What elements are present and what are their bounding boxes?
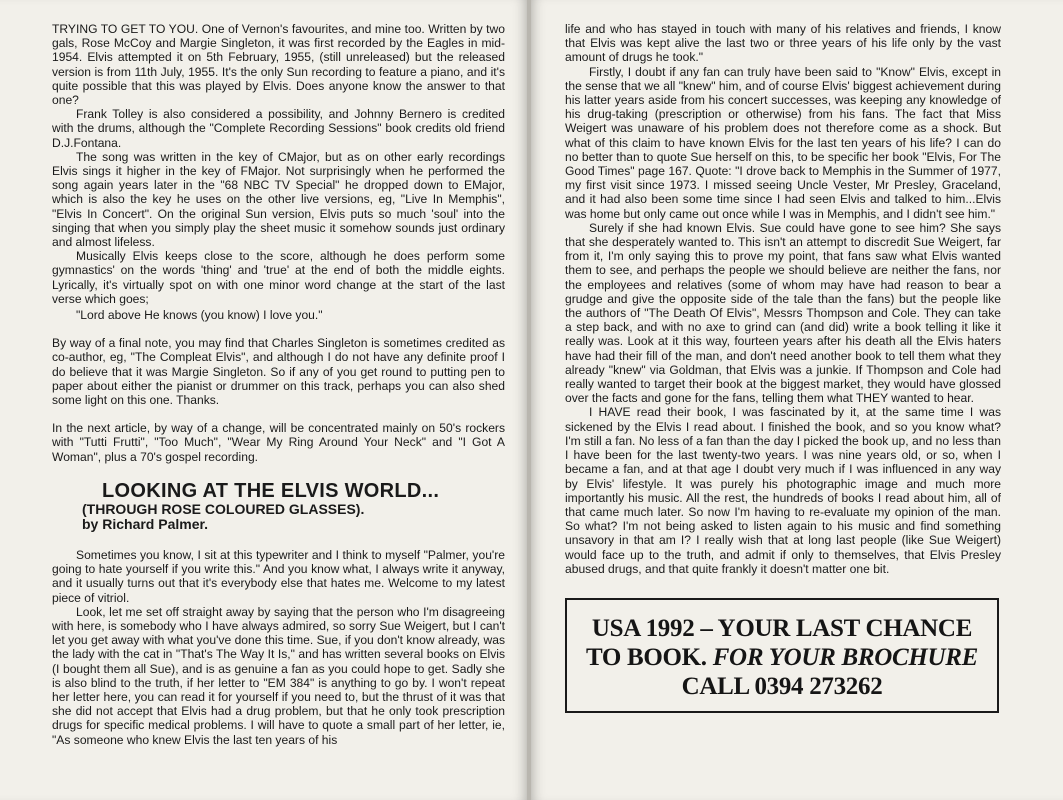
paragraph: TRYING TO GET TO YOU. One of Vernon's favourites, and mine too. Written by two gals, Rose McCoy and Margie Singleton, it was first recorded by the Eagles in mid-1954. Elvis attempted it on 5th February, 1955, (still unreleased) but the released version is from 11th July, 1955. It's the only Sun recording to feature a piano, and it's quite possible that this was played by Elvis. Does anyone know the answer to that one? <box>52 22 505 108</box>
paragraph: life and who has stayed in touch with many of his relatives and friends, I know that Elvis was kept alive the last two or three years of his life only by the vast amount of drugs he took." <box>565 22 1001 65</box>
paragraph: The song was written in the key of CMajor, but as on other early recordings Elvis sings it higher in the key of FMajor. Not surprisingly when he performed the song again years later in the "68 NBC TV Special" he dropped down to EMajor, which is also the key he uses on the other live versions, eg, "Live In Memphis", "Elvis In Concert". On the original Sun version, Elvis puts so much 'soul' into the singing that when you simply play the sheet music it somehow sounds just ordinary and almost lifeless. <box>52 149 505 250</box>
ad-phone: CALL 0394 273262 <box>681 672 883 700</box>
ad-headline: USA 1992 – YOUR LAST CHANCE <box>591 614 973 642</box>
ad-book-text: TO BOOK. <box>585 643 707 671</box>
article-title: LOOKING AT THE ELVIS WORLD... <box>102 479 440 502</box>
ad-brochure-text: FOR YOUR BROCHURE <box>712 643 979 671</box>
paragraph: Surely if she had known Elvis. Sue could have gone to see him? She says that she desperately wanted to. This isn't an attempt to discredit Sue Weigert, far from it, I'm only saying this to prove my point, that fans saw what Elvis wanted them to see, and perhaps the people we should believe are neither the fans, nor the employees and relatives (some of whom may have had reason to bear a grudge and give the opposite side of the tale than the fans) but the people like the authors of "The Death Of Elvis", Messrs Thompson and Cole. They can take a step back, and with no axe to grind can (and did) write a book telling it like it really was. Look at it this way, fourteen years after his death all the Elvis haters have had their fill of the man, and don't need another book to tell them what they already "knew" via Goldman, that Elvis was a junkie. If Thompson and Cole had really wanted to target their book at the biggest market, they would have glossed over the facts and gone for the fans, telling them what THEY wanted to hear. <box>565 220 1001 406</box>
right-page <box>531 0 1063 800</box>
paragraph: Musically Elvis keeps close to the score, although he does perform some gymnastics' on the words 'thing' and 'true' at the end of both the middle eights. Lyrically, it's virtually spot on with one minor word change at the start of the last verse which goes; <box>52 249 505 306</box>
lyric-quote: "Lord above He knows (you know) I love you." <box>76 308 323 323</box>
ad-booking-line <box>575 643 989 672</box>
article-byline: by Richard Palmer. <box>82 515 209 532</box>
next-article-paragraph: In the next article, by way of a change, will be concentrated mainly on 50's rockers with "Tutti Frutti", "Too Much", "Wear My Ring Around Your Neck" and "I Got A Woman", plus a 70's gospel recording. <box>52 421 505 464</box>
article-subtitle: (THROUGH ROSE COLOURED GLASSES). <box>82 500 365 517</box>
paragraph: Look, let me set off straight away by saying that the person who I'm disagreeing with here, is somebody who I have always admired, so sorry Sue Weigert, but I can't let you get away with what you've done this time. Sue, if you don't know already, was the lady with the cat in "That's The Way It Is," and has written several books on Elvis (I bought them all Sue), and is as genuine a fan as you could hope to get. Sadly she is also blind to the truth, if her letter to "EM 384" is anything to go by. I won't repeat her letter here, you can read it for yourself if you need to, but the thrust of it was that she did not accept that Elvis had a drug problem, but that he only took prescription drugs for specific medical problems. I will have to quote a small part of her letter, ie, "As someone who knew Elvis the last ten years of his <box>52 604 505 747</box>
paragraph: I HAVE read their book, I was fascinated by it, at the same time I was sickened by the Elvis I read about. I finished the book, and so you know what? I'm still a fan. No less of a fan than the day I picked the book up, and no less than I have been for the last twenty-two years. I was nine years old, or so, when I became a fan, and at that age I doubt very much if I was influenced in any way by Elvis' lifestyle. It was purely his photographic image and much more importantly his music. All the rest, the hundreds of books I read about him, all of that came much later. So now I'm having to re-evaluate my opinion of the man. So what? I'm not being asked to listen again to his music and find something unsavory in that am I? I really wish that at long last people (like Sue Weigert) would face up to the truth, and admit if only to themselves, that Elvis Presley abused drugs, and that quite frankly it doesn't matter one bit. <box>565 405 1001 576</box>
travel-ad-box <box>565 598 999 713</box>
paragraph: Frank Tolley is also considered a possibility, and Johnny Bernero is credited with the drums, although the "Complete Recording Sessions" book credits old friend D.J.Fontana. <box>52 107 505 150</box>
paragraph: Firstly, I doubt if any fan can truly have been said to "Know" Elvis, except in the sense that we all "knew" him, and of course Elvis' biggest achievement during his latter years aside from his concert successes, was keeping any knowledge of his drug-taking (prescription or otherwise) from his fans. The fact that Miss Weigert was unaware of his problem does not therefore come as a shock. But what of this claim to have known Elvis for the last ten years of his life? I can do no better than to quote Sue herself on this, to be specific her book "Elvis, For The Good Times" page 167. Quote: "I drove back to Memphis in the Summer of 1977, my first visit since 1973. I missed seeing Uncle Vester, Mr Presley, Graceland, and it had also been some time since I had seen Elvis and talked to him...Elvis was home but only came out once while I was in Memphis, and I didn't see him." <box>565 64 1001 221</box>
paragraph: Sometimes you know, I sit at this typewriter and I think to myself "Palmer, you're going to hate yourself if you write this." And you know what, I always write it anyway, and it usually turns out that it's everybody else that hates me. Welcome to my latest piece of vitriol. <box>52 547 505 605</box>
final-note-paragraph: By way of a final note, you may find that Charles Singleton is sometimes credited as co-author, eg, "The Compleat Elvis", and although I do not have any definite proof I do believe that it was Margie Singleton. So if any of you get round to putting pen to paper about either the pianist or drummer on this track, perhaps you can also shed some light on this one. Thanks. <box>52 336 505 408</box>
left-page <box>0 0 527 800</box>
